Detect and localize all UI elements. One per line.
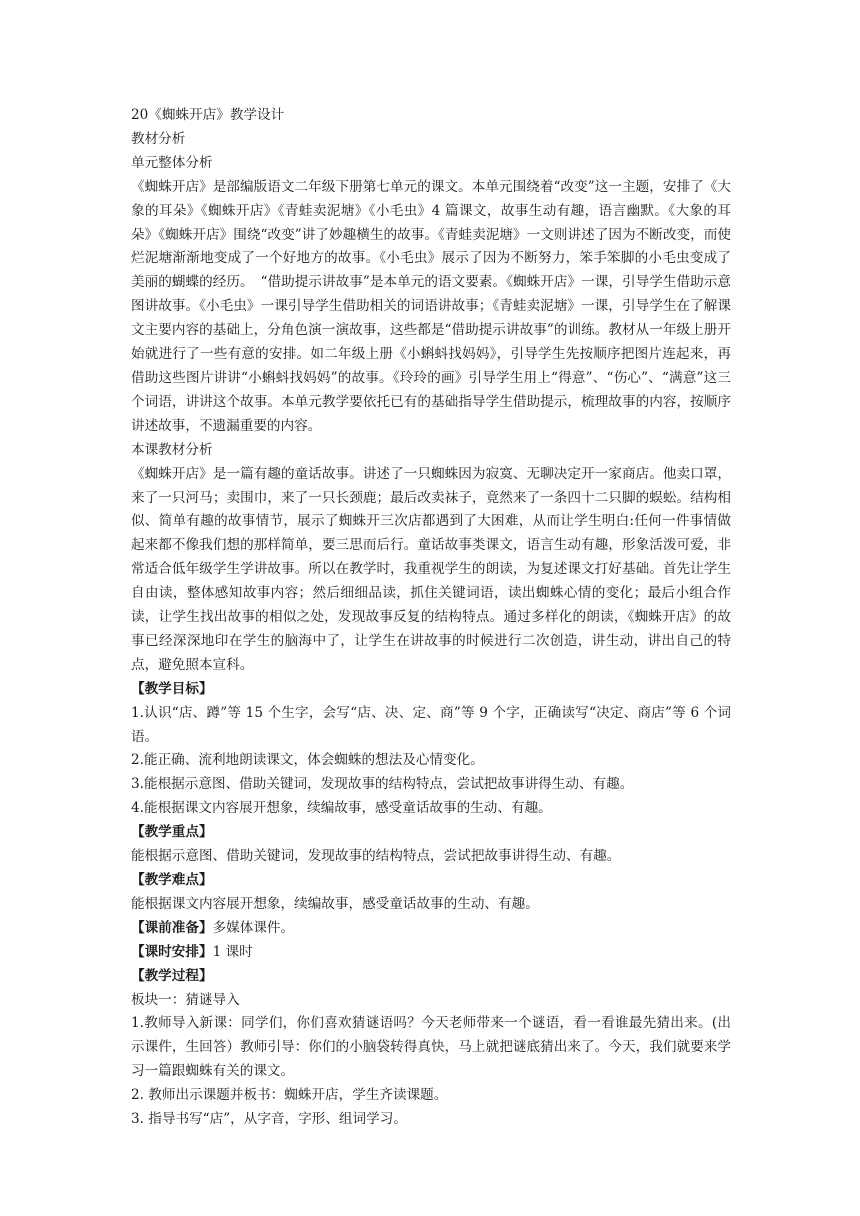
- heading-difficulties: 【教学难点】: [131, 872, 213, 888]
- document-title: 20《蜘蛛开店》教学设计: [131, 107, 285, 123]
- goal-item-3: 3.能根据示意图、借助关键词，发现故事的结构特点，尝试把故事讲得生动、有趣。: [131, 776, 634, 793]
- document-page: [131, 104, 731, 1132]
- schedule-line: [131, 941, 731, 965]
- heading-key-points: 【教学重点】: [131, 824, 213, 841]
- block-1-title: 板块一：猜谜导入: [131, 991, 240, 1008]
- goal-item-1: 1.认识“店、蹲”等 15 个生字，会写“店、决、定、商”等 9 个字，正确读写“决定、商店”等 6 个词语。: [131, 704, 731, 745]
- preparation-line: [131, 917, 731, 941]
- heading-teaching-goals: 【教学目标】: [131, 680, 213, 697]
- heading-teaching-process: 【教学过程】: [131, 967, 213, 984]
- heading-unit-analysis: 单元整体分析: [131, 154, 213, 171]
- heading-lesson-analysis: 本课教材分析: [131, 441, 213, 458]
- process-step-3: 3. 指导书写“店”，从字音，字形、组词学习。: [131, 1111, 407, 1128]
- process-step-2: 2. 教师出示课题并板书：蜘蛛开店，学生齐读课题。: [131, 1087, 448, 1104]
- key-points-text: 能根据示意图、借助关键词，发现故事的结构特点，尝试把故事讲得生动、有趣。: [131, 848, 621, 865]
- difficulties-text: 能根据课文内容展开想象，续编故事，感受童话故事的生动、有趣。: [131, 895, 539, 912]
- paragraph-lesson-analysis: 《蜘蛛开店》是一篇有趣的童话故事。讲述了一只蜘蛛因为寂寞、无聊决定开一家商店。他卖口罩，来了一只河马；卖围巾，来了一只长颈鹿；最后改卖袜子，竟然来了一条四十二只脚的蜈蚣。结构相似、简单有趣的故事情节，展示了蜘蛛开三次店都遇到了大困难，从而让学生明白:任何一件事情做起来都不像我们想的那样简单，要三思而后行。童话故事类课文，语言生动有趣，形象活泼可爱，非常适合低年级学生学讲故事。所以在教学时，我重视学生的朗读，为复述课文打好基础。首先让学生自由读，整体感知故事内容；然后细细品读，抓住关键词语，读出蜘蛛心情的变化；最后小组合作读，让学生找出故事的相似之处，发现故事反复的结构特点。通过多样化的朗读，《蜘蛛开店》的故事已经深深地印在学生的脑海中了，让学生在讲故事的时候进行二次创造，讲生动，讲出自己的特点，避免照本宣科。: [131, 465, 731, 673]
- preparation-text: 多媒体课件。: [212, 919, 295, 936]
- schedule-text: 1 课时: [212, 943, 253, 960]
- preparation-label: 【课前准备】: [131, 919, 213, 936]
- schedule-label: 【课时安排】: [131, 943, 213, 960]
- process-step-1: 1.教师导入新课：同学们，你们喜欢猜谜语吗？今天老师带来一个谜语，看一看谁最先猜出来。(出示课件，生回答）教师引导：你们的小脑袋转得真快，马上就把谜底猜出来了。今天，我们就要来学习一篇跟蜘蛛有关的课文。: [131, 1015, 731, 1080]
- goal-item-4: 4.能根据课文内容展开想象，续编故事，感受童话故事的生动、有趣。: [131, 800, 552, 817]
- goal-item-2: 2.能正确、流利地朗读课文，体会蜘蛛的想法及心情变化。: [131, 752, 484, 769]
- paragraph-unit-analysis: 《蜘蛛开店》是部编版语文二年级下册第七单元的课文。本单元围绕着“改变”这一主题，安排了《大象的耳朵》《蜘蛛开店》《青蛙卖泥塘》《小毛虫》4 篇课文，故事生动有趣，语言幽默。《大象的耳朵》《蜘蛛开店》围绕“改变”讲了妙趣横生的故事。《青蛙卖泥塘》一文则讲述了因为不断改变，而使烂泥塘渐渐地变成了一个好地方的故事。《小毛虫》展示了因为不断努力，笨手笨脚的小毛虫变成了美丽的蝴蝶的经历。 “借助提示讲故事”是本单元的语文要素。《蜘蛛开店》一课，引导学生借助示意图讲故事。《小毛虫》一课引导学生借助相关的词语讲故事；《青蛙卖泥塘》一课，引导学生在了解课文主要内容的基础上，分角色演一演故事，这些都是“借助提示讲故事”的训练。教材从一年级上册开始就进行了一些有意的安排。如二年级上册《小蝌蚪找妈妈》，引导学生先按顺序把图片连起来，再借助这些图片讲讲“小蝌蚪找妈妈”的故事。《玲玲的画》引导学生用上“得意”、“伤心”、“满意”这三个词语，讲讲这个故事。本单元教学要依托已有的基础指导学生借助提示，梳理故事的内容，按顺序讲述故事，不遗漏重要的内容。: [131, 178, 731, 434]
- heading-textbook-analysis: 教材分析: [131, 130, 186, 147]
